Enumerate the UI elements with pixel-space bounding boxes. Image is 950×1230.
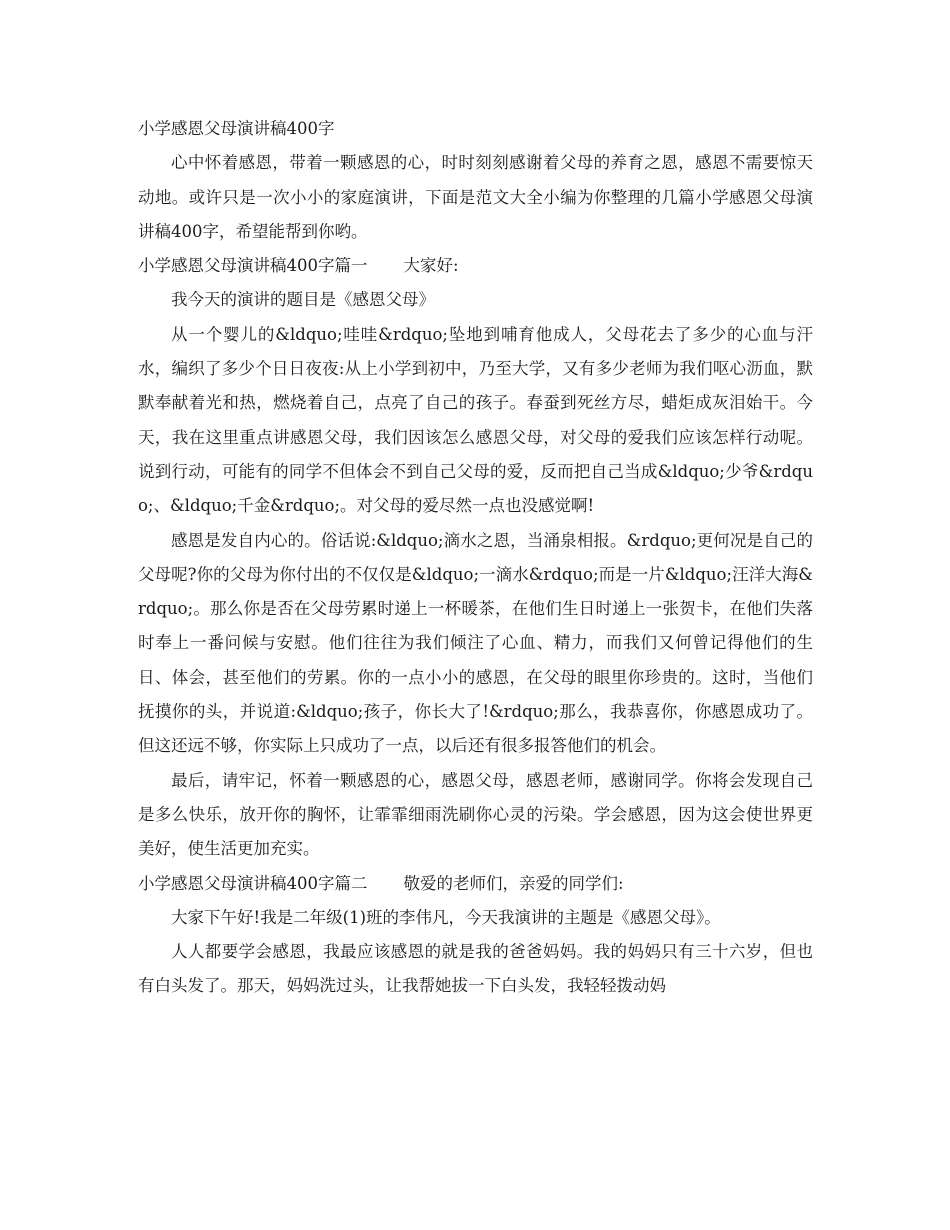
- section-1-heading: 小学感恩父母演讲稿400字篇一: [138, 256, 368, 276]
- section-2-greeting: 敬爱的老师们，亲爱的同学们:: [403, 873, 624, 893]
- section-1-heading-line: [138, 249, 813, 283]
- section-2-paragraph: 人人都要学会感恩，我最应该感恩的就是我的爸爸妈妈。我的妈妈只有三十六岁，但也有白头发了。那天，妈妈洗过头，让我帮她拔一下白头发，我轻轻拨动妈: [138, 942, 813, 996]
- section-2-paragraph: 大家下午好!我是二年级(1)班的李伟凡，今天我演讲的主题是《感恩父母》。: [171, 907, 721, 927]
- document-title: 小学感恩父母演讲稿400字: [138, 119, 335, 138]
- section-1-paragraph: 感恩是发自内心的。俗话说:&ldquo;滴水之恩，当涌泉相报。&rdquo;更何况是自己的父母呢?你的父母为你付出的不仅仅是&ldquo;一滴水&rdquo;而是一片&ldquo;汪洋大海&rdquo;。那么你是否在父母劳累时递上一杯暖茶，在他们生日时递上一张贺卡，在他们失落时奉上一番问候与安慰。他们往往为我们倾注了心血、精力，而我们又何曾记得他们的生日、体会，甚至他们的劳累。你的一点小小的感恩，在父母的眼里你珍贵的。这时，当他们抚摸你的头，并说道:&ldquo;孩子，你长大了!&rdquo;那么，我恭喜你，你感恩成功了。但这还远不够，你实际上只成功了一点，以后还有很多报答他们的机会。: [138, 530, 813, 756]
- section-2-heading: 小学感恩父母演讲稿400字篇二: [138, 873, 368, 893]
- section-1-paragraph: 从一个婴儿的&ldquo;哇哇&rdquo;坠地到哺育他成人，父母花去了多少的心血与汗水，编织了多少个日日夜夜:从上小学到初中，乃至大学，又有多少老师为我们呕心沥血，默默奉献着光和热，燃烧着自己，点亮了自己的孩子。春蚕到死丝方尽，蜡炬成灰泪始干。今天，我在这里重点讲感恩父母，我们因该怎么感恩父母，对父母的爱我们应该怎样行动呢。说到行动，可能有的同学不但体会不到自己父母的爱，反而把自己当成&ldquo;少爷&rdquo;、&ldquo;千金&rdquo;。对父母的爱尽然一点也没感觉啊!: [138, 324, 813, 516]
- document-page: [138, 112, 813, 1004]
- section-1-paragraph: 我今天的演讲的题目是《感恩父母》: [171, 290, 435, 310]
- section-1-greeting: 大家好:: [403, 256, 459, 276]
- section-1-paragraph: 最后，请牢记，怀着一颗感恩的心，感恩父母，感恩老师，感谢同学。你将会发现自己是多么快乐，放开你的胸怀，让霏霏细雨洗刷你心灵的污染。学会感恩，因为这会使世界更美好，使生活更加充实。: [138, 770, 813, 859]
- intro-paragraph: 心中怀着感恩，带着一颗感恩的心，时时刻刻感谢着父母的养育之恩，感恩不需要惊天动地。或许只是一次小小的家庭演讲，下面是范文大全小编为你整理的几篇小学感恩父母演讲稿400字，希望能帮到你哟。: [138, 153, 813, 241]
- section-2-heading-line: [138, 867, 813, 901]
